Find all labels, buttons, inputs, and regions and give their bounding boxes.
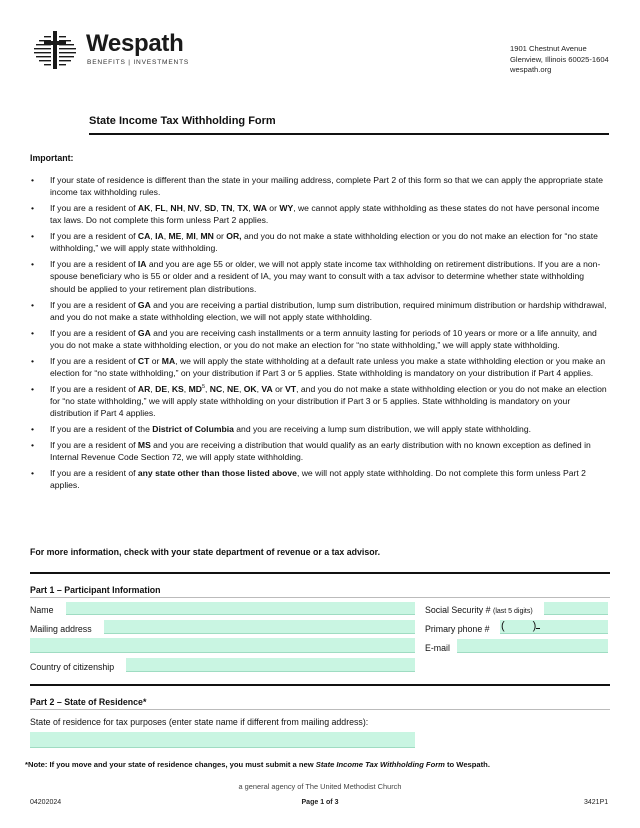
bullet-text-segment: If you are a resident of bbox=[50, 355, 138, 366]
bullet-text-segment: , bbox=[181, 231, 187, 242]
bullet-text-segment: and you are receiving cash installments or a term annuity lasting for periods of 10 years or more or a life annuity, and you do not make a state withholding election, or you do not make an election for “no state withholding,” we will apply state withholding. bbox=[50, 327, 597, 350]
bullet-text-segment: ME bbox=[168, 231, 182, 242]
bullet-text-segment: WY bbox=[279, 203, 294, 214]
bullet-text-segment: If you are a resident of bbox=[50, 259, 138, 270]
bullet-text-segment: , bbox=[195, 231, 201, 242]
citizenship-label: Country of citizenship bbox=[30, 662, 115, 672]
bullet-text-segment: , and you do not make a state withholding election or you do not make an election for “no state withholding,” we will apply state withholding on your distribution if Part 3 or 5 applies. State withholding is mandatory on your distribution if Part 4 applies. bbox=[50, 383, 607, 419]
brand-name: Wespath bbox=[86, 30, 184, 57]
mailing-address-label: Mailing address bbox=[30, 624, 92, 634]
bullet-text-segment: WA bbox=[253, 203, 267, 214]
citizenship-field[interactable] bbox=[126, 658, 415, 672]
important-bullet-item bbox=[30, 258, 610, 295]
important-bullet-item bbox=[30, 299, 610, 323]
state-of-residence-field[interactable] bbox=[30, 732, 415, 748]
bullet-text-segment: If your state of residence is different than the state in your mailing address, complete Part 2 of this form so that we can apply the appropriate state income tax withholding rules. bbox=[50, 175, 604, 198]
bullet-text-segment: or bbox=[149, 355, 162, 366]
bullet-text-segment: OK bbox=[243, 383, 257, 394]
bullet-text-segment: , bbox=[232, 203, 238, 214]
bullet-text-segment: , bbox=[199, 203, 205, 214]
note-form-name: State Income Tax Withholding Form bbox=[315, 760, 445, 769]
bullet-text-segment: If you are a resident of bbox=[50, 468, 138, 479]
bullet-text-segment: VA bbox=[261, 383, 273, 394]
bullet-text-segment: and you are receiving a lump sum distribution, we will apply state withholding. bbox=[233, 424, 532, 435]
form-id-code: 3421P1 bbox=[584, 799, 609, 806]
bullet-text-segment: , bbox=[256, 383, 262, 394]
agency-line: a general agency of The United Methodist Church bbox=[238, 782, 402, 791]
important-bullet-item bbox=[30, 467, 610, 491]
mailing-address-block bbox=[510, 44, 609, 76]
bullet-text-segment: , bbox=[183, 383, 189, 394]
bullet-text-segment: any state other than those listed above bbox=[137, 468, 297, 479]
important-label: Important: bbox=[30, 153, 74, 163]
bullet-text-segment: SD bbox=[204, 203, 217, 214]
bullet-text-segment: NC bbox=[209, 383, 223, 394]
bullet-text-segment: and you are receiving a distribution that would qualify as an early distribution with no known exception as defined in Internal Revenue Code Section 72, we will apply state withholding. bbox=[50, 440, 591, 463]
bullet-text-segment: GA bbox=[137, 299, 151, 310]
bullet-text-segment: and you are age 55 or older, we will not apply state income tax withholding on retirement distributions. If you are a non-spouse beneficiary who is 55 or older and a resident of IA, you may want to consult with a tax advisor to determine whether state withholding should be applied to your retirement plan distributions. bbox=[50, 259, 601, 294]
important-bullet-item bbox=[30, 202, 610, 226]
part1-heading-rule bbox=[30, 597, 610, 598]
bullet-text-segment: CA bbox=[137, 231, 151, 242]
bullet-text-segment: OR, bbox=[226, 231, 242, 242]
part2-heading-rule bbox=[30, 709, 610, 710]
email-label: E-mail bbox=[425, 643, 450, 653]
note-prefix: *Note: If you move and your state of residence changes, you must submit a new bbox=[25, 760, 316, 769]
note-suffix: to Wespath. bbox=[444, 760, 490, 769]
wespath-globe-cross-icon bbox=[30, 30, 80, 70]
bullet-text-segment: MA bbox=[161, 355, 176, 366]
bullet-text-segment: TX bbox=[237, 203, 249, 214]
bullet-text-segment: NV bbox=[187, 203, 200, 214]
bullet-text-segment: , bbox=[248, 203, 254, 214]
bullet-text-segment: and you are receiving a partial distribution, lump sum distribution, required minimum distribution or hardship withdrawal, and you do not make a state withholding election, we will not apply state withholding. bbox=[50, 299, 607, 322]
important-bullet-list bbox=[30, 174, 610, 495]
ssn-label-text: Social Security # bbox=[425, 605, 491, 615]
important-bullet-item bbox=[30, 230, 610, 254]
page-number: Page 1 of 3 bbox=[301, 799, 339, 806]
form-title: State Income Tax Withholding Form bbox=[89, 115, 276, 127]
important-bullet-item bbox=[30, 439, 610, 463]
bullet-text-segment: , bbox=[150, 203, 156, 214]
note-text bbox=[25, 760, 490, 769]
bullet-text-segment: , we cannot apply state withholding as these states do not have personal income tax laws. Do not complete this form unless Part 2 applies. bbox=[50, 203, 600, 226]
bullet-text-segment: VT bbox=[285, 383, 297, 394]
phone-area-code-brackets: ( ) bbox=[501, 619, 540, 633]
bullet-text-segment: If you are a resident of bbox=[50, 327, 138, 338]
bullet-text-segment: NH bbox=[170, 203, 183, 214]
bullet-text-segment: AK bbox=[137, 203, 151, 214]
name-field[interactable] bbox=[66, 602, 415, 615]
bullet-text-segment: MI bbox=[186, 231, 196, 242]
title-divider bbox=[89, 133, 609, 135]
important-bullet-item bbox=[30, 423, 610, 435]
bullet-text-segment: If you are a resident of bbox=[50, 299, 138, 310]
bullet-text-segment: , bbox=[150, 383, 156, 394]
bullet-text-segment: NE bbox=[227, 383, 239, 394]
address-line-1: 1901 Chestnut Avenue bbox=[510, 44, 587, 53]
bullet-text-segment: or bbox=[272, 383, 286, 394]
important-bullet-item bbox=[30, 174, 610, 198]
bullet-text-segment: AR bbox=[137, 383, 151, 394]
bullet-text-segment: or bbox=[213, 231, 227, 242]
mailing-address-field-line2[interactable] bbox=[30, 638, 415, 653]
bullet-text-segment: , bbox=[205, 383, 210, 394]
bullet-text-segment: , bbox=[150, 231, 156, 242]
part1-top-rule bbox=[30, 572, 610, 574]
name-label: Name bbox=[30, 605, 54, 615]
bullet-text-segment: and you do not make a state withholding election or you do not make an election for “no state withholding,” we will apply state withholding. bbox=[50, 231, 598, 254]
bullet-text-segment: FL bbox=[155, 203, 166, 214]
important-bullet-item bbox=[30, 383, 610, 420]
part2-top-rule bbox=[30, 684, 610, 686]
bullet-text-segment: MN bbox=[200, 231, 214, 242]
ssn-label bbox=[425, 605, 533, 615]
bullet-text-segment: , we will not apply state withholding. Do not complete this form unless Part 2 applies. bbox=[50, 468, 586, 491]
bullet-text-segment: DE bbox=[155, 383, 168, 394]
bullet-text-segment: MS bbox=[137, 440, 151, 451]
bullet-text-segment: , bbox=[167, 383, 172, 394]
bullet-text-segment: If you are a resident of bbox=[50, 440, 138, 451]
bullet-text-segment: , bbox=[182, 203, 188, 214]
bullet-text-segment: MD bbox=[188, 383, 202, 394]
bullet-text-segment: TN bbox=[221, 203, 233, 214]
bullet-text-segment: , bbox=[222, 383, 227, 394]
important-bullet-item bbox=[30, 355, 610, 379]
wespath-logo bbox=[30, 30, 190, 72]
bullet-text-segment: , bbox=[216, 203, 222, 214]
bullet-text-segment: , we will apply the state withholding at a default rate unless you make a state withholding election or you make an election for “no state withholding,” on your distribution if Part 3 or 5 applies. State withholding is mandatory on your distribution if Part 4 applies. bbox=[50, 355, 606, 378]
phone-label: Primary phone # bbox=[425, 624, 490, 634]
bullet-text-segment: 5 bbox=[201, 384, 206, 390]
bullet-text-segment: If you are a resident of the bbox=[50, 424, 153, 435]
state-of-residence-label: State of residence for tax purposes (enter state name if different from mailing address): bbox=[30, 717, 369, 727]
ssn-field[interactable] bbox=[544, 602, 608, 615]
mailing-address-field-line1[interactable] bbox=[104, 620, 415, 634]
bullet-text-segment: GA bbox=[137, 327, 151, 338]
bullet-text-segment: IA bbox=[155, 231, 164, 242]
bullet-text-segment: , bbox=[238, 383, 244, 394]
bullet-text-segment: KS bbox=[171, 383, 184, 394]
more-info-text: For more information, check with your state department of revenue or a tax advisor. bbox=[30, 547, 381, 557]
bullet-text-segment: CT bbox=[137, 355, 150, 366]
bullet-text-segment: If you are a resident of bbox=[50, 203, 138, 214]
part2-heading: Part 2 – State of Residence* bbox=[30, 697, 147, 707]
bullet-text-segment: If you are a resident of bbox=[50, 383, 138, 394]
bullet-text-segment: , bbox=[163, 231, 169, 242]
email-field[interactable] bbox=[457, 639, 608, 653]
form-date-code: 04202024 bbox=[30, 799, 62, 806]
bullet-text-segment: or bbox=[266, 203, 280, 214]
bullet-text-segment: , bbox=[165, 203, 171, 214]
part1-heading: Part 1 – Participant Information bbox=[30, 585, 161, 595]
bullet-text-segment: If you are a resident of bbox=[50, 231, 138, 242]
important-bullet-item bbox=[30, 327, 610, 351]
address-line-2: Glenview, Illinois 60025-1604 bbox=[510, 54, 609, 64]
brand-tagline: BENEFITS | INVESTMENTS bbox=[87, 59, 190, 66]
bullet-text-segment: IA bbox=[137, 259, 147, 270]
website: wespath.org bbox=[510, 65, 552, 74]
bullet-text-segment: District of Columbia bbox=[152, 424, 234, 435]
ssn-hint: (last 5 digits) bbox=[492, 608, 533, 615]
